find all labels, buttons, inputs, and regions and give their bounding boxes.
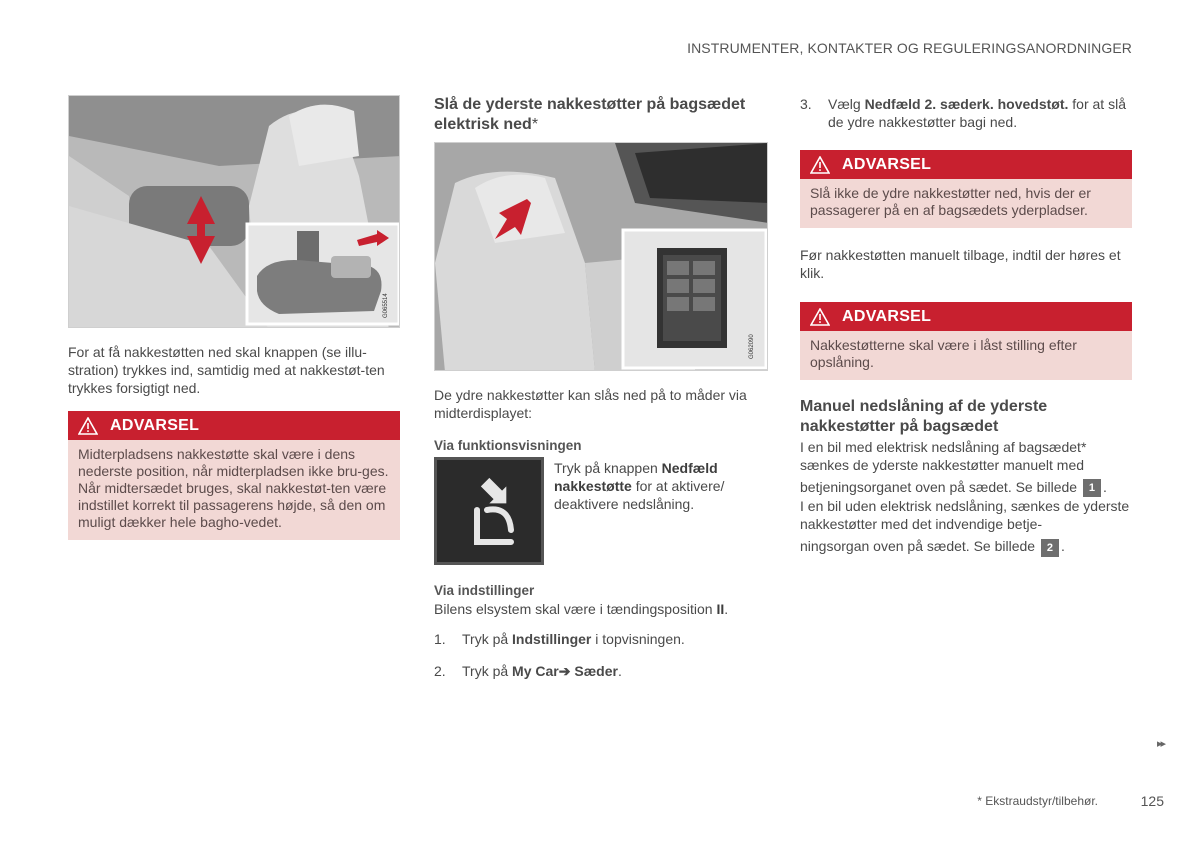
warning-triangle-icon — [810, 156, 830, 174]
subheading-settings: Via indstillinger — [434, 583, 535, 598]
headrest-paragraph: For at få nakkestøtten ned skal knappen (se illu-stration) trykkes ind, samtidig med at nakkestøt-ten trykkes forsigtigt ned. — [68, 344, 385, 396]
fold-headrest-label: Nedfæld nakkestøtte — [554, 460, 718, 494]
footnote: * Ekstraudstyr/tilbehør. — [977, 794, 1098, 808]
function-text: Tryk på knappen Nedfæld nakkestøtte for at aktivere/ deaktivere nedslåning. — [554, 460, 725, 512]
column-3 — [800, 95, 1132, 557]
warning-label: ADVARSEL — [110, 416, 200, 434]
page-number: 125 — [1140, 793, 1164, 809]
manual-paragraph-3: I en bil uden elektrisk nedslåning, sænkes de yderste nakkestøtter med det indvendige betje- — [800, 498, 1130, 533]
my-car-label: My Car — [512, 663, 559, 679]
warning-text: Slå ikke de ydre nakkestøtter ned, hvis der er passagerer på en af bagsædets yderpladser. — [800, 179, 1132, 228]
manual-paragraph-4: ningsorgan oven på sædet. Se billede 2 . — [800, 537, 1132, 556]
steps-list-continued — [800, 95, 1132, 131]
warning-text: Nakkestøtterne skal være i låst stilling efter opslåning. — [800, 331, 1132, 380]
list-item: 3. Vælg Nedfæld 2. sæderk. hovedstøt. for at slå de ydre nakkestøtter bagi ned. — [800, 96, 1126, 130]
ignition-text: Bilens elsystem skal være i tændingsposition II. — [434, 601, 729, 617]
seats-label: Sæder — [574, 663, 618, 679]
arrow-right-icon: ➔ — [558, 663, 571, 679]
warning-header — [68, 411, 400, 440]
section-heading-text: Slå de yderste nakkestøtter på bagsædet elektrisk ned — [434, 96, 746, 133]
headrest-display-illustration — [434, 142, 768, 371]
warning-triangle-icon — [78, 417, 98, 435]
manual-heading: Manuel nedslåning af de yderste nakkestøtter på bagsædet — [800, 398, 1048, 435]
subheading-function-view: Via funktionsvisningen — [434, 438, 582, 453]
warning-label: ADVARSEL — [842, 307, 932, 325]
manual-paragraph-2: betjeningsorganet oven på sædet. Se billede 1 . — [800, 478, 1132, 497]
fold-rear-headrest-label: Nedfæld 2. sæderk. hovedstøt. — [864, 96, 1069, 112]
continue-arrows-icon: ▸▸ — [1156, 738, 1164, 750]
footnote-star: * — [531, 116, 539, 133]
list-item: 2. Tryk på My Car➔ Sæder. — [434, 663, 622, 679]
warning-header — [800, 150, 1132, 179]
warning-label: ADVARSEL — [842, 155, 932, 173]
warning-text: Midterpladsens nakkestøtte skal være i dens nederste position, når midterpladsen ikke bru-ges. Når midtersædet bruges, skal nakkestøt-ten være indstillet korrekt til passagerens højde, så den om muligt dækker hele bagho-vedet. — [68, 440, 400, 540]
settings-label: Indstillinger — [512, 631, 592, 647]
warning-box-1 — [68, 411, 400, 540]
click-paragraph: Før nakkestøtten manuelt tilbage, indtil der høres et klik. — [800, 247, 1121, 281]
ignition-position: II — [716, 601, 725, 617]
warning-triangle-icon — [810, 308, 830, 326]
column-2 — [434, 95, 768, 680]
image-ref-badge: 1 — [1083, 479, 1101, 497]
column-1 — [68, 95, 400, 540]
intro-text: De ydre nakkestøtter kan slås ned på to måder via midterdisplayet: — [434, 387, 747, 421]
image-ref-badge: 2 — [1041, 539, 1059, 557]
fold-headrest-button-icon — [434, 457, 544, 565]
image-code: G062090 — [749, 334, 755, 359]
page-header: INSTRUMENTER, KONTAKTER OG REGULERINGSANORDNINGER — [687, 40, 1132, 56]
function-button-block — [434, 457, 768, 565]
section-heading — [434, 95, 768, 135]
headrest-center-illustration — [68, 95, 400, 328]
manual-paragraph-1: I en bil med elektrisk nedslåning af bagsædet* sænkes de yderste nakkestøtter manuelt med — [800, 439, 1087, 473]
warning-box-2 — [800, 150, 1132, 228]
image-code: G065514 — [383, 293, 389, 318]
warning-header — [800, 302, 1132, 331]
warning-box-3 — [800, 302, 1132, 380]
list-item: 1. Tryk på Indstillinger i topvisningen. — [434, 631, 685, 647]
steps-list — [434, 630, 768, 680]
